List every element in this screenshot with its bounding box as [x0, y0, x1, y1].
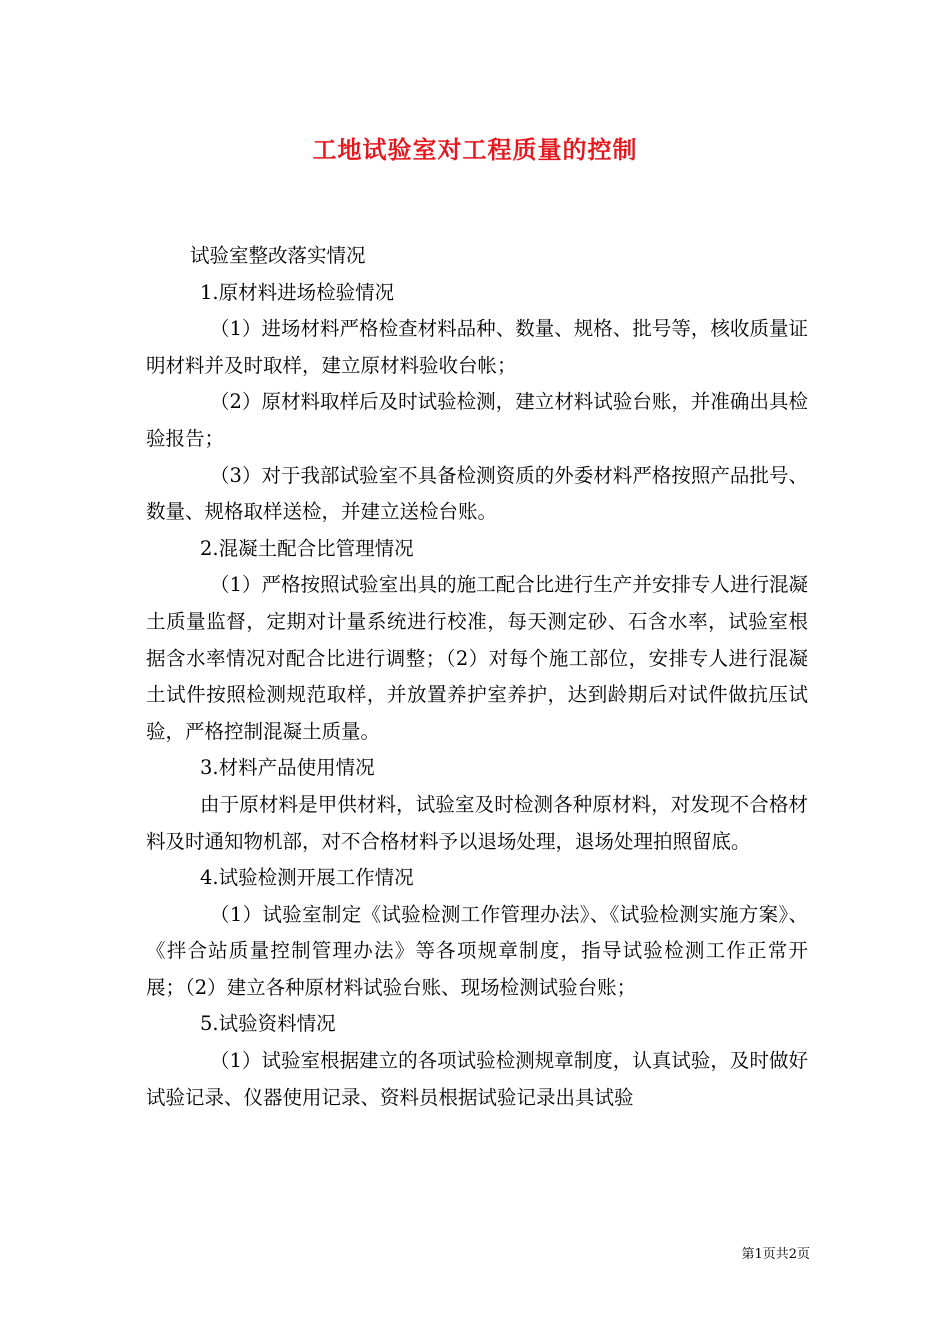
- paragraph-item: （3）对于我部试验室不具备检测资质的外委材料严格按照产品批号、数量、规格取样送检，并建立送检台账。: [146, 463, 808, 524]
- paragraph-item: （1）试验室制定《试验检测工作管理办法》、《试验检测实施方案》、《拌合站质量控制管理办法》等各项规章制度，指导试验检测工作正常开展；（2）建立各种原材料试验台账、现场检测试验台账；: [146, 902, 808, 999]
- document-body: [146, 238, 808, 1116]
- section-heading-5: 5.试验资料情况: [200, 1012, 336, 1036]
- paragraph-item: （1）进场材料严格检查材料品种、数量、规格、批号等，核收质量证明材料并及时取样，建立原材料验收台帐；: [146, 317, 808, 377]
- page-title: 工地试验室对工程质量的控制: [312, 135, 638, 164]
- paragraph-body: 由于原材料是甲供材料，试验室及时检测各种原材料，对发现不合格材料及时通知物机部，对不合格材料予以退场处理，退场处理拍照留底。: [146, 792, 808, 853]
- page-number: 第1页共2页: [741, 1247, 810, 1262]
- section-heading-3: 3.材料产品使用情况: [200, 756, 375, 780]
- paragraph-intro: 试验室整改落实情况: [190, 244, 366, 267]
- paragraph-item: （2）原材料取样后及时试验检测，建立材料试验台账，并准确出具检验报告；: [146, 390, 808, 450]
- section-heading-4: 4.试验检测开展工作情况: [200, 866, 414, 890]
- section-heading-1: 1.原材料进场检验情况: [200, 280, 395, 304]
- paragraph-item: （1）试验室根据建立的各项试验检测规章制度，认真试验，及时做好试验记录、仪器使用记录、资料员根据试验记录出具试验: [146, 1049, 808, 1109]
- paragraph-item: （1）严格按照试验室出具的施工配合比进行生产并安排专人进行混凝土质量监督，定期对计量系统进行校准，每天测定砂、石含水率，试验室根据含水率情况对配合比进行调整；（2）对每个施工部位，安排专人进行混凝土试件按照检测规范取样，并放置养护室养护，达到龄期后对试件做抗压试验，严格控制混凝土质量。: [146, 573, 808, 743]
- section-heading-2: 2.混凝土配合比管理情况: [200, 536, 414, 560]
